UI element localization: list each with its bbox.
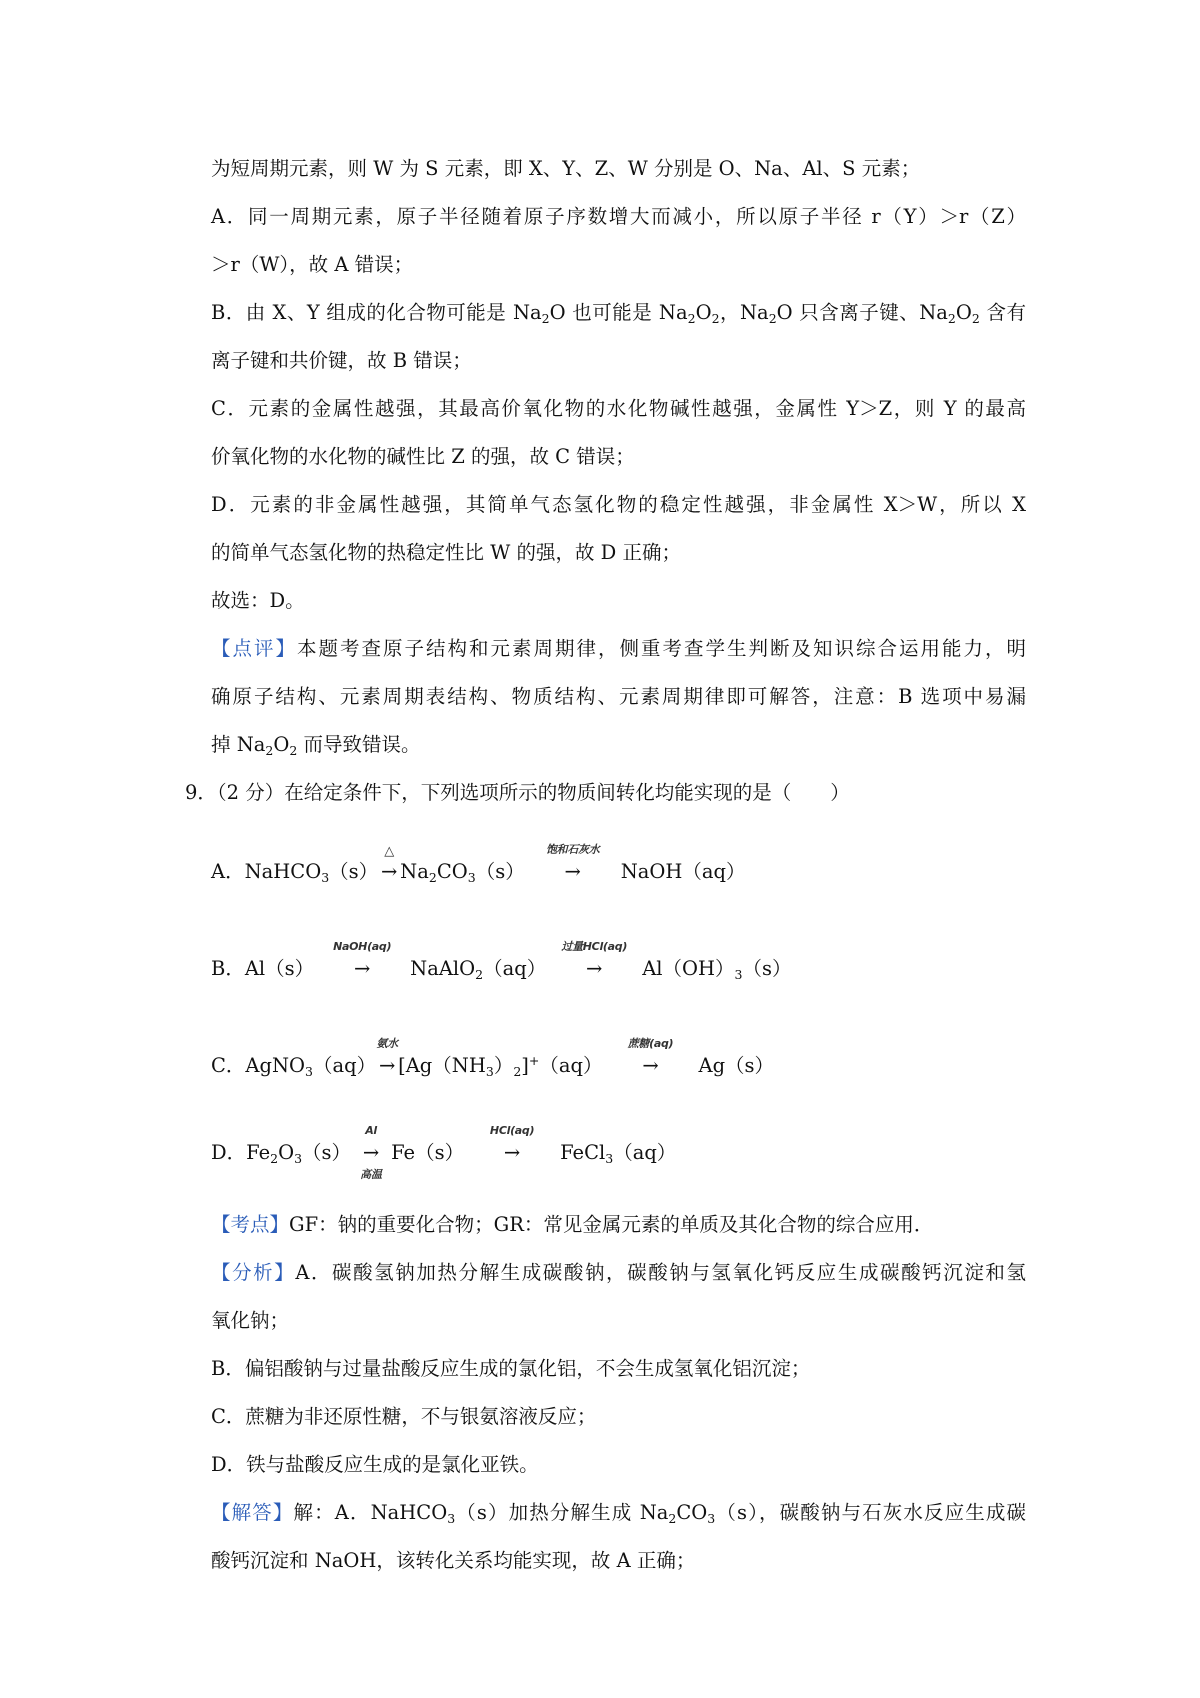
q9-option-d: D．$Fe_2O_3(s)$ Al → 高温 Fe（s） HCl(aq) → FeCl$_3$（aq） xyxy=(211,1139,676,1167)
reagent-condition: NaOH(aq) xyxy=(333,940,392,953)
reaction-arrow: 过量HCl(aq) → xyxy=(546,955,642,983)
q9-stem: 9．（2 分）在给定条件下，下列选项所示的物质间转化均能实现的是（ ） xyxy=(185,781,850,804)
reaction-arrow: HCl(aq) → xyxy=(464,1139,560,1167)
q8-option-c-line2: 价氧化物的水化物的碱性比 Z 的强，故 C 错误； xyxy=(211,445,635,468)
kaodian-label: 【考点】 xyxy=(211,1213,290,1236)
q8-review-line1: 【点评】本题考查原子结构和元素周期律，侧重考查学生判断及知识综合运用能力，明 xyxy=(211,637,1026,660)
intro-line: 为短周期元素，则 W 为 S 元素，即 X、Y、Z、W 分别是 O、Na、Al、S 元素； xyxy=(211,157,921,180)
review-label: 【点评】 xyxy=(211,637,297,660)
reagent-condition: 氨水 xyxy=(376,1037,398,1050)
reaction-arrow: 氨水 → xyxy=(376,1052,398,1080)
q8-option-a-line2: ＞r（W），故 A 错误； xyxy=(211,253,414,276)
q8-option-b-line1: B．由 X、Y 组成的化合物可能是 $Na_2O$ 也可能是 $Na_2O_2$，$Na_2O$ 只含离子键、$Na_2O_2$ 含有 xyxy=(211,301,1027,326)
q9-fenxi-b: B．偏铝酸钠与过量盐酸反应生成的氯化铝，不会生成氢氧化铝沉淀； xyxy=(211,1357,811,1380)
q9-fenxi-line2: 氧化钠； xyxy=(211,1309,290,1332)
reagent-condition: 饱和石灰水 xyxy=(545,843,600,856)
temperature-condition: 高温 xyxy=(360,1168,383,1181)
q9-fenxi-d: D．铁与盐酸反应生成的是氯化亚铁。 xyxy=(211,1453,539,1476)
q9-jieda-line2: 酸钙沉淀和 NaOH，该转化关系均能实现，故 A 正确； xyxy=(211,1549,696,1572)
reaction-arrow: △ → xyxy=(378,858,400,886)
heat-condition: △ xyxy=(384,844,395,859)
q9-fenxi-c: C．蔗糖为非还原性糖，不与银氨溶液反应； xyxy=(211,1405,597,1428)
q8-option-b-line2: 离子键和共价键，故 B 错误； xyxy=(211,349,472,372)
q8-answer-choice: 故选：D。 xyxy=(211,589,305,612)
q8-option-a-line1: A．同一周期元素，原子半径随着原子序数增大而减小，所以原子半径 r（Y）＞r（Z） xyxy=(211,205,1026,228)
q9-option-c: C．AgNO$_3$（aq） 氨水 → $[Ag(NH_3)_2]^+(aq)$ 蔗糖(aq) → Ag（s） xyxy=(211,1052,774,1080)
fenxi-label: 【分析】 xyxy=(211,1261,296,1284)
reagent-condition: Al xyxy=(365,1124,377,1137)
q9-option-b: B．Al（s） NaOH(aq) → NaAlO$_2$（aq） 过量HCl(aq) → $Al(OH)_3(s)$ xyxy=(211,955,792,983)
reagent-condition: HCl(aq) xyxy=(489,1124,535,1137)
reaction-arrow: 蔗糖(aq) → xyxy=(602,1052,698,1080)
reaction-arrow: 饱和石灰水 → xyxy=(525,858,621,886)
q9-kaodian: 【考点】GF：钠的重要化合物；GR：常见金属元素的单质及其化合物的综合应用． xyxy=(211,1213,934,1236)
reagent-condition: 蔗糖(aq) xyxy=(627,1037,674,1050)
q9-jieda-line1: 【解答】解：A．NaHCO$_3$（s）加热分解生成 $Na_2CO_3(s)$，碳酸钠与石灰水反应生成碳 xyxy=(211,1501,1026,1526)
q8-option-c-line1: C．元素的金属性越强，其最高价氧化物的水化物碱性越强，金属性 Y＞Z，则 Y 的最高 xyxy=(211,397,1026,420)
q8-option-d-line1: D．元素的非金属性越强，其简单气态氢化物的稳定性越强，非金属性 X＞W，所以 X xyxy=(211,493,1026,516)
q9-option-a: A．NaHCO$_3$（s） △ → $Na_2CO_3(s)$ 饱和石灰水 → NaOH（aq） xyxy=(211,858,746,886)
q8-review-line2: 确原子结构、元素周期表结构、物质结构、元素周期律即可解答，注意：B 选项中易漏 xyxy=(211,685,1026,708)
q8-option-d-line2: 的简单气态氢化物的热稳定性比 W 的强，故 D 正确； xyxy=(211,541,681,564)
q8-review-line3: 掉 $Na_2O_2$ 而导致错误。 xyxy=(211,733,421,758)
jieda-label: 【解答】 xyxy=(211,1501,294,1524)
reagent-condition: 过量HCl(aq) xyxy=(561,940,628,953)
reaction-arrow: NaOH(aq) → xyxy=(314,955,410,983)
reaction-arrow: Al → 高温 xyxy=(351,1139,391,1167)
q9-fenxi-line1: 【分析】A．碳酸氢钠加热分解生成碳酸钠，碳酸钠与氢氧化钙反应生成碳酸钙沉淀和氢 xyxy=(211,1261,1026,1284)
